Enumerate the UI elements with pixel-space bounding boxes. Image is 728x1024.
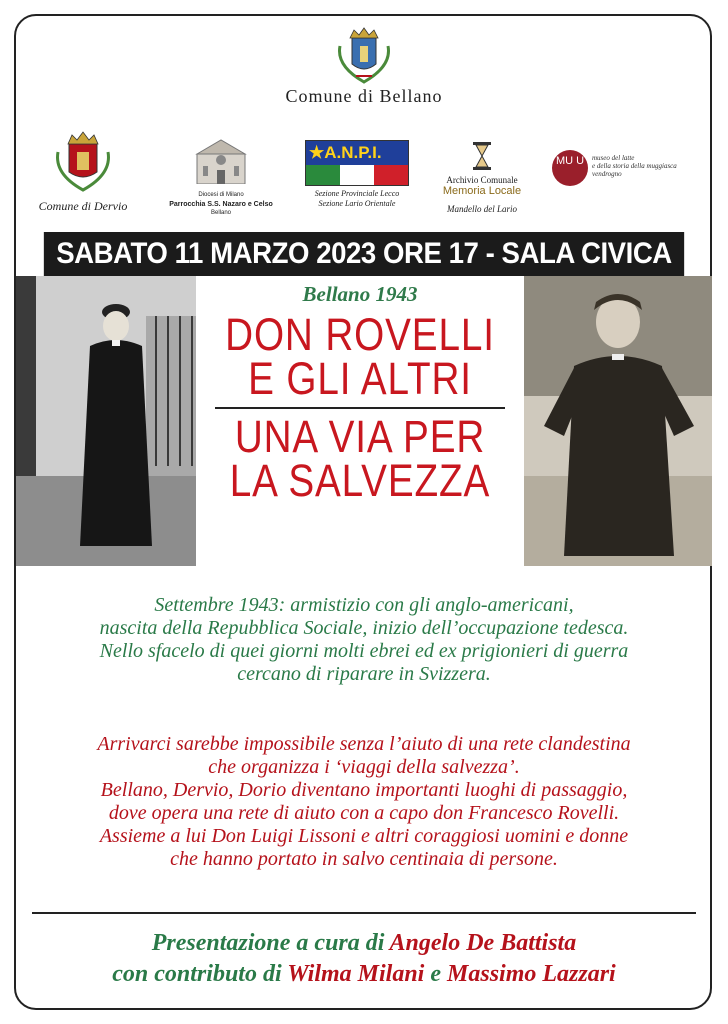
story-line: che hanno portato in salvo centinaia di persone. (170, 848, 558, 870)
archivio-caption-2: Memoria Locale (442, 185, 522, 197)
museo-caption-2: e della storia della muggiasca (592, 162, 677, 170)
priest-figure-right (524, 276, 712, 566)
credits-contributor-2: Massimo Lazzari (447, 961, 616, 987)
credits-presenter: Angelo De Battista (389, 930, 577, 956)
title-block (198, 282, 522, 506)
hourglass-icon (472, 142, 492, 170)
logo-dervio (28, 130, 138, 214)
logo-archivio (430, 142, 534, 214)
credits-divider (32, 912, 696, 914)
logo-parrocchia (166, 136, 276, 218)
photo-don-rovelli (16, 276, 196, 566)
anpi-badge (305, 140, 409, 186)
title-line-2: E GLI ALTRI (248, 353, 472, 404)
intro-paragraph (40, 594, 688, 686)
title-divider (215, 407, 505, 409)
event-date-bar: SABATO 11 MARZO 2023 ORE 17 - SALA CIVICA (44, 232, 684, 276)
archivio-caption-3: Mandello del Lario (447, 204, 517, 214)
story-line: che organizza i ‘viaggi della salvezza’. (208, 756, 520, 778)
comune-bellano-label: Comune di Bellano (285, 86, 443, 106)
anpi-caption-2: Sezione Lario Orientale (318, 199, 396, 208)
logo-anpi (294, 140, 420, 209)
credits-line-2 (30, 959, 698, 990)
credits-join: e (430, 961, 442, 987)
story-paragraph (40, 733, 688, 871)
title-subtitle: Bellano 1943 (302, 282, 418, 306)
church-icon (191, 136, 251, 184)
anpi-star-icon: ★ (309, 143, 325, 162)
credits-line-1 (30, 928, 698, 959)
story-line: Bellano, Dervio, Dorio diventano importanti luoghi di passaggio, (100, 779, 628, 801)
intro-line: Nello sfacelo di quei giorni molti ebrei ed ex prigionieri di guerra (99, 640, 629, 662)
story-line: Assieme a lui Don Luigi Lissoni e altri coraggiosi uomini e donne (99, 825, 629, 847)
partner-logos (18, 128, 710, 223)
title-line-3: UNA VIA PER (234, 411, 486, 462)
intro-line: nascita della Repubblica Sociale, inizio dell’occupazione tedesca. (99, 617, 629, 639)
parrocchia-caption-2: Parrocchia S.S. Nazaro e Celso (169, 201, 273, 208)
museo-caption-1: museo del latte (592, 154, 635, 162)
musu-logo-icon (552, 150, 588, 186)
story-line: Arrivarci sarebbe impossibile senza l’aiuto di una rete clandestina (97, 733, 631, 755)
museo-caption-3: vendrogno (592, 170, 622, 178)
priest-figure-left (16, 276, 196, 566)
credits (30, 928, 698, 990)
dervio-crest-icon (50, 130, 116, 192)
parrocchia-caption-1: Diocesi di Milano (198, 192, 244, 198)
archivio-caption-1: Archivio Comunale (446, 175, 518, 185)
museo-badge-text: MU U (555, 155, 585, 167)
title-line-4: LA SALVEZZA (229, 455, 491, 506)
story-line: dove opera una rete di aiuto con a capo don Francesco Rovelli. (108, 802, 620, 824)
credits-contributor-1: Wilma Milani (287, 961, 425, 987)
dervio-caption: Comune di Dervio (38, 199, 128, 213)
anpi-caption-1: Sezione Provinciale Lecco (314, 189, 400, 198)
title-line-1: DON ROVELLI (225, 309, 495, 360)
bellano-crest-icon (334, 26, 394, 84)
intro-line: cercano di riparare in Svizzera. (237, 663, 491, 685)
comune-bellano-logo (264, 26, 464, 107)
credits-prefix-2: con contributo di (112, 961, 282, 987)
intro-line: Settembre 1943: armistizio con gli anglo-americani, (154, 594, 574, 616)
parrocchia-caption-3: Bellano (210, 210, 231, 216)
anpi-badge-text: A.N.P.I. (324, 143, 382, 162)
credits-prefix-1: Presentazione a cura di (151, 930, 385, 956)
photo-young-priest (524, 276, 712, 566)
